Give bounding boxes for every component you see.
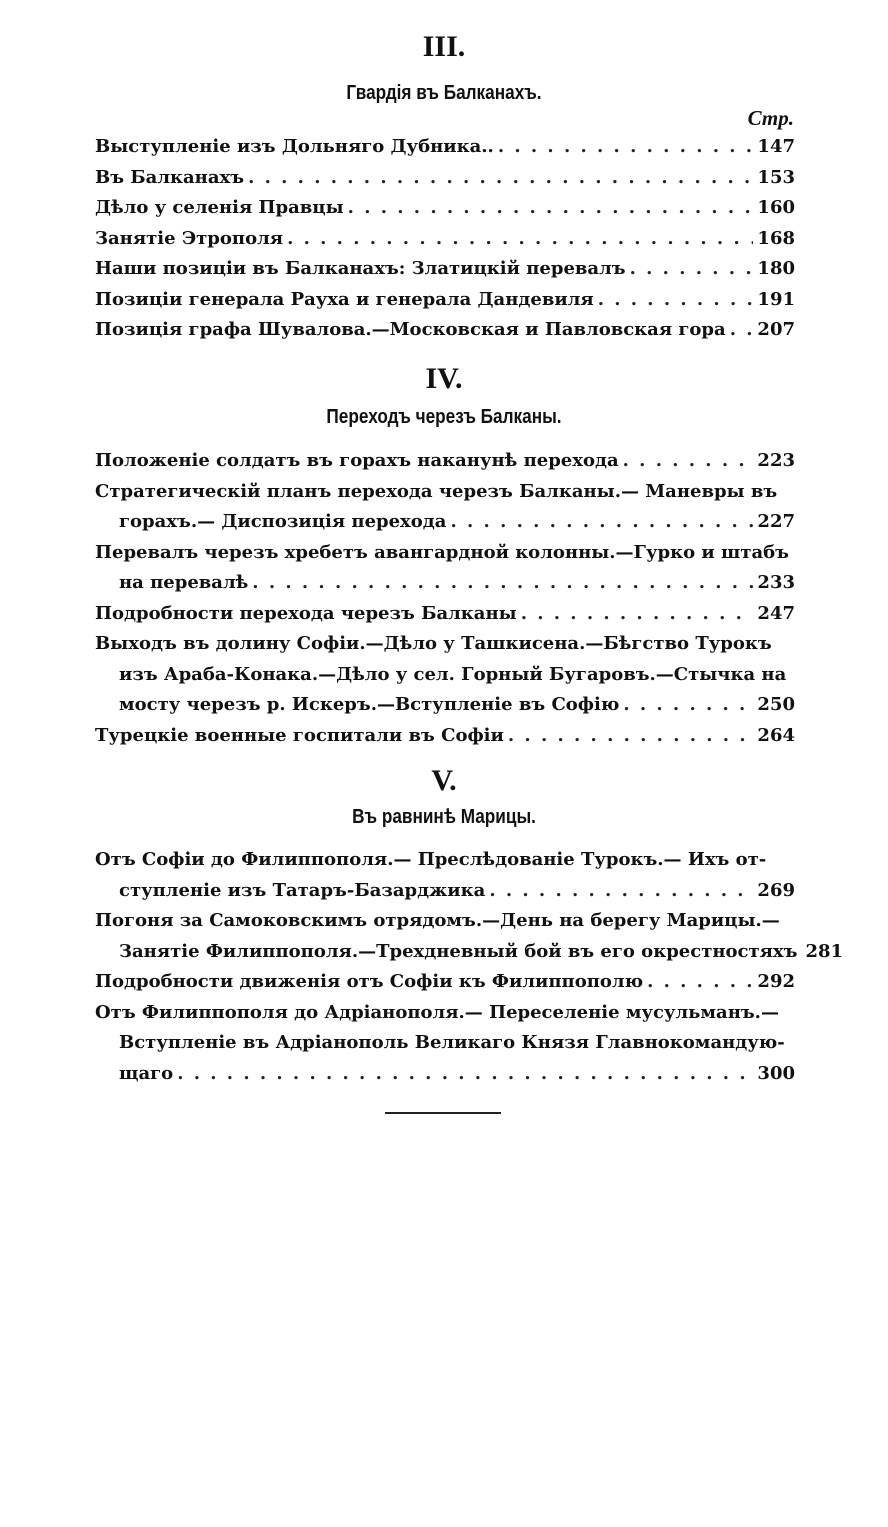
page-number: 227 <box>757 511 795 532</box>
dot-leader <box>252 568 753 599</box>
toc-entry-line <box>95 568 795 599</box>
section-5-entries <box>95 845 844 1089</box>
dot-leader <box>647 967 753 998</box>
toc-entry-line <box>95 1028 795 1059</box>
page-number: 223 <box>757 450 795 471</box>
toc-entry-line <box>95 477 795 508</box>
section-5-numeral: V. <box>431 764 457 797</box>
toc-entry-line <box>95 690 795 721</box>
section-3-title: Гвардія въ Балканахъ. <box>346 82 542 104</box>
toc-entry-line <box>95 998 795 1029</box>
toc-entry-line <box>95 538 795 569</box>
dot-leader <box>623 446 753 477</box>
entry-text: Подробности движенія отъ Софіи къ Филиппополю <box>95 971 644 992</box>
entry-text: Подробности перехода черезъ Балканы <box>95 602 517 624</box>
section-4-title: Переходъ черезъ Балканы. <box>326 406 562 428</box>
toc-entry-line <box>95 906 795 937</box>
entry-text: Занятіе Этрополя <box>95 227 284 249</box>
toc-entry-line <box>95 132 795 163</box>
dot-leader <box>489 876 753 907</box>
page-number: 269 <box>757 879 795 901</box>
entry-text: Выступленіе изъ Дольняго Дубника.. <box>95 136 494 157</box>
toc-entry-line <box>95 876 795 907</box>
entry-text: Отъ Софіи до Филиппополя.— Преслѣдованіе Турокъ.— Ихъ от- <box>95 849 767 870</box>
page-number: 207 <box>757 319 795 340</box>
section-3-entries <box>95 132 795 346</box>
entry-text: Вступленіе въ Адріанополь Великаго Князя Главнокомандую- <box>119 1032 785 1053</box>
entry-text: Позиціи генерала Рауха и генерала Дандевиля <box>95 288 594 310</box>
page-number: 233 <box>757 572 795 593</box>
toc-entry-line <box>95 254 795 285</box>
toc-entry-line <box>95 599 795 630</box>
entry-text: Занятіе Филиппополя.—Трехдневный бой въ его окрестностяхъ <box>119 940 798 962</box>
toc-entry-line <box>95 315 795 346</box>
toc-entry-line <box>95 721 795 752</box>
entry-text: Дѣло у селенія Правцы <box>95 197 344 218</box>
toc-entry-line <box>95 1059 795 1090</box>
page-number: 264 <box>757 724 795 746</box>
entry-text: Положеніе солдатъ въ горахъ наканунѣ перехода <box>95 450 619 471</box>
entry-text: Позиція графа Шувалова.—Московская и Павловская гора <box>95 319 726 340</box>
dot-leader <box>508 721 753 752</box>
dot-leader <box>287 224 753 255</box>
page-number: 300 <box>757 1062 795 1084</box>
entry-text: ступленіе изъ Татаръ-Базарджика <box>119 879 486 901</box>
page-number: 168 <box>757 227 795 249</box>
toc-entry-line <box>95 937 844 968</box>
entry-text: Перевалъ черезъ хребетъ авангардной колонны.—Гурко и штабъ <box>95 541 789 563</box>
toc-entry-line <box>95 163 795 194</box>
toc-entry-line <box>95 285 795 316</box>
entry-text: на перевалѣ <box>119 572 249 593</box>
dot-leader <box>348 193 753 224</box>
entry-text: Турецкіе военные госпитали въ Софіи <box>95 724 504 746</box>
toc-entry-line <box>95 967 795 998</box>
entry-text: Погоня за Самоковскимъ отрядомъ.—День на берегу Марицы.— <box>95 910 780 931</box>
dot-leader <box>248 163 753 194</box>
entry-text: Наши позиціи въ Балканахъ: Златицкій перевалъ <box>95 258 626 279</box>
entry-text: Стратегическій планъ перехода черезъ Балканы.— Маневры въ <box>95 480 778 502</box>
toc-entry-line <box>95 845 795 876</box>
closing-rule <box>385 1112 501 1114</box>
section-5-title: Въ равнинѣ Марицы. <box>352 806 536 828</box>
page-number: 147 <box>757 136 795 157</box>
toc-entry-line <box>95 224 795 255</box>
page-number: 180 <box>757 258 795 279</box>
entry-text: Въ Балканахъ <box>95 166 245 188</box>
dot-leader <box>598 285 753 316</box>
dot-leader <box>450 507 753 538</box>
section-3-numeral: III. <box>422 30 466 63</box>
entry-text: мосту черезъ р. Искеръ.—Вступленіе въ Софію <box>119 694 620 715</box>
entry-text: щаго <box>119 1062 174 1084</box>
page-number: 281 <box>805 940 844 962</box>
section-4-numeral: IV. <box>425 362 463 395</box>
entry-text: горахъ.— Диспозиція перехода <box>119 511 447 532</box>
page-column-label: Стр. <box>747 106 794 130</box>
dot-leader <box>730 315 753 346</box>
page-number: 153 <box>757 166 795 188</box>
toc-entry-line <box>95 629 795 660</box>
page-number: 292 <box>757 971 795 992</box>
entry-text: Выходъ въ долину Софіи.—Дѣло у Ташкисена.—Бѣгство Турокъ <box>95 633 772 654</box>
dot-leader <box>521 599 753 630</box>
dot-leader <box>623 690 753 721</box>
toc-entry-line <box>95 507 795 538</box>
dot-leader <box>630 254 753 285</box>
toc-entry-line <box>95 660 795 691</box>
page-number: 250 <box>757 694 795 715</box>
entry-text: Отъ Филиппополя до Адріанополя.— Переселеніе мусульманъ.— <box>95 1001 779 1023</box>
dot-leader <box>498 132 753 163</box>
section-4-entries <box>95 446 795 751</box>
page-number: 191 <box>757 288 795 310</box>
page-number: 160 <box>757 197 795 218</box>
toc-entry-line <box>95 446 795 477</box>
page-number: 247 <box>757 602 795 624</box>
toc-entry-line <box>95 193 795 224</box>
entry-text: изъ Араба-Конака.—Дѣло у сел. Горный Бугаровъ.—Стычка на <box>119 663 787 685</box>
dot-leader <box>177 1059 753 1090</box>
